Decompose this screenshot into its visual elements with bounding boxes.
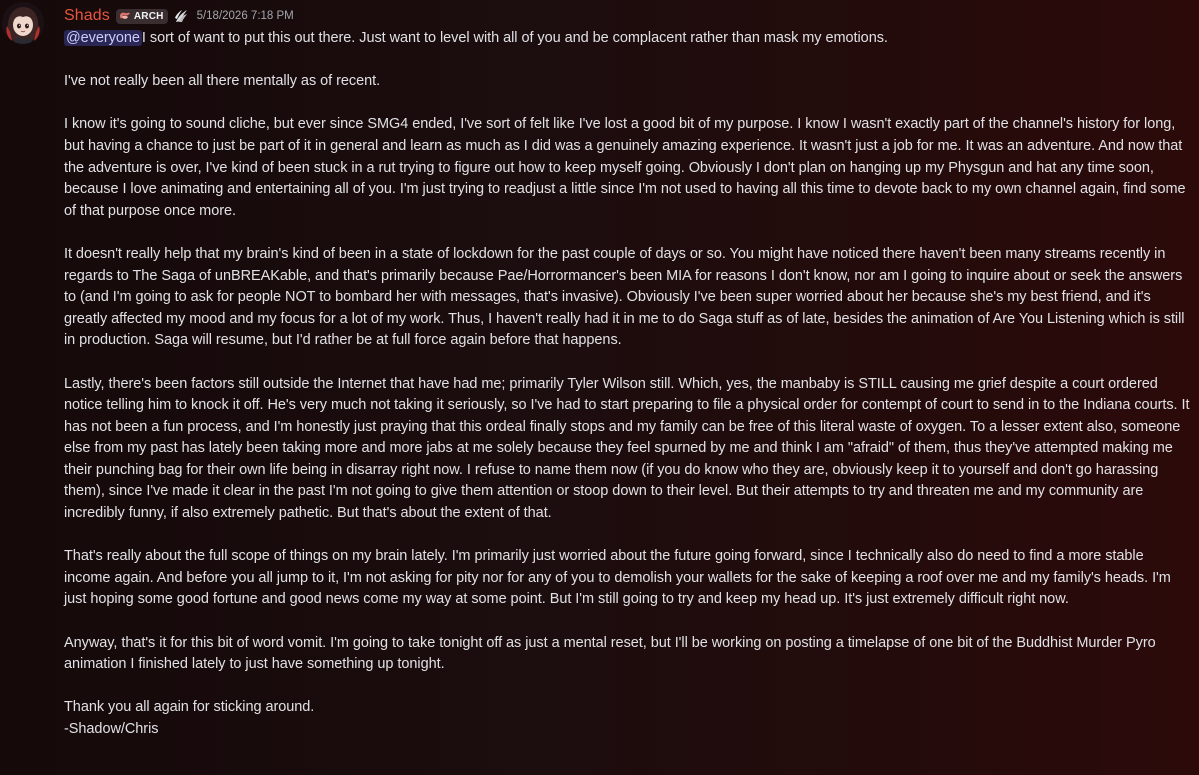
message-paragraph: That's really about the full scope of things on my brain lately. I'm primarily just worried about the future going forward, since I technically also do need to find a more stable income again. And before you all jump to it, I'm not asking for pity nor for any of you to demolish your wallets for the sake of keeping a roof over me and my family's heads. I'm just hoping some good fortune and good news come my way at some point. But I'm still going to try and keep my head up. It's just extremely difficult right now. [64,548,1171,608]
role-tag[interactable] [116,9,168,24]
claw-role-icon[interactable] [173,8,189,24]
message-paragraph: I've not really been all there mentally as of recent. [64,73,381,90]
message-intro-line [64,28,1192,50]
message-intro: I sort of want to put this out there. Just want to level with all of you and be complacent rather than mask my emotions. [141,30,888,46]
message-content [64,28,1192,741]
message-closing: Thank you all again for sticking around. [64,699,315,716]
message-header [64,5,294,27]
username[interactable]: Shads [64,7,110,24]
message-paragraph: I know it's going to sound cliche, but ever since SMG4 ended, I've sort of felt like I've lost a good bit of my purpose. I know I wasn't exactly part of the channel's history for long, but having a chance to just be part of it in general and learn as much as I did was a genuinely amazing experience. It wasn't just a job for me. It was an adventure. And now that the adventure is over, I've kind of been stuck in a rut trying to figure out how to keep myself going. Obviously I don't plan on hanging up my Physgun and hat any time soon, because I love animating and entertaining all of you. I'm just trying to readjust a little since I'm not used to having all this time to devote back to my own channel again, find some of that purpose once more. [64,116,1186,219]
avatar[interactable] [2,2,44,44]
message-paragraph: It doesn't really help that my brain's kind of been in a state of lockdown for the past couple of days or so. You might have noticed there haven't been many streams recently in regards to The Saga of unBREAKable, and that's primarily because Pae/Horrormancer's been MIA for reasons I don't know, nor am I going to inquire about or seek the answers to (and I'm going to ask for people NOT to bombard her with messages, that's invasive). Obviously I've been super worried about her because she's my best friend, and it's greatly affected my mood and my focus for a lot of my work. Thus, I haven't really had it in me to do Saga stuff as of late, besides the animation of Are You Listening which is still in production. Saga will resume, but I'd rather be at full force again before that happens. [64,245,1185,349]
message-paragraph: Lastly, there's been factors still outside the Internet that have had me; primarily Tyler Wilson still. Which, yes, the manbaby is STILL causing me grief despite a court ordered notice telling him to knock it off. He's very much not taking it seriously, so I've had to start preparing to file a physical order for contempt of court to send in to the Indiana courts. It has not been a fun process, and I'm honestly just praying that this ordeal finally stops and my family can be free of this literal waste of oxygen. To a lesser extent also, someone else from my past has lately been taking more and more jabs at me solely because they feel spurned by me and think I am "afraid" of them, thus they've attempted making me their punching bag for their own life being in disarray right now. I refuse to name them now (if you do know who they are, obviously keep it to yourself and don't go harassing them), since I've made it clear in the past I'm not going to give them attention or stoop down to their level. But their attempts to try and threaten me and my community are incredibly funny, if also extremely pathetic. But that's about the extent of that. [64,375,1190,522]
everyone-mention[interactable]: @everyone [66,30,140,46]
timestamp: 5/18/2026 7:18 PM [196,10,294,22]
message-signature: -Shadow/Chris [64,721,159,737]
message-paragraph: Anyway, that's it for this bit of word vomit. I'm going to take tonight off as just a mental reset, but I'll be working on posting a timelapse of one bit of the Buddhist Murder Pyro animation I finished lately to just have something up tonight. [64,634,1156,673]
tag-swirl-icon [119,11,131,21]
role-tag-label: ARCH [133,10,164,22]
